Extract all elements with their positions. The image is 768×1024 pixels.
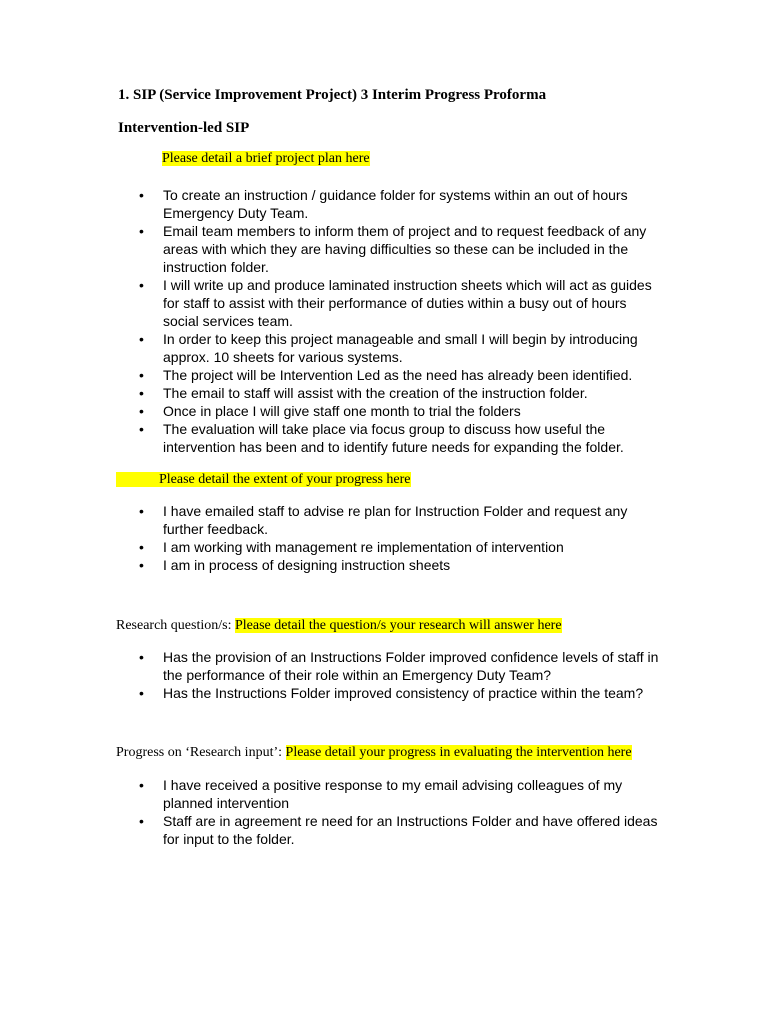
plan-prompt-highlight: Please detail a brief project plan here [162, 151, 370, 166]
bullet-icon: • [139, 385, 144, 401]
list-item-text: Has the provision of an Instructions Folder improved confidence levels of staff in the performance of their role within an Emergency Duty Team? [163, 649, 659, 683]
list-item [139, 420, 659, 456]
list-item-text: I have received a positive response to my email advising colleagues of my planned intervention [163, 777, 623, 811]
list-item-text: I will write up and produce laminated instruction sheets which will act as guides for staff to assist with their performance of duties within a busy out of hours social services team. [163, 277, 652, 329]
bullet-icon: • [139, 331, 144, 347]
research-question-label: Research question/s: [116, 618, 235, 633]
progress-prompt-highlight: Please detail the extent of your progress here [116, 472, 411, 487]
list-item-text: In order to keep this project manageable and small I will begin by introducing approx. 10 sheets for various systems. [163, 331, 638, 365]
bullet-icon: • [139, 649, 144, 665]
list-item [139, 384, 659, 402]
research-progress-prompt: Please detail your progress in evaluating the intervention here [285, 745, 632, 760]
list-item [139, 556, 659, 574]
list-item [139, 402, 659, 420]
bullet-icon: • [139, 187, 144, 203]
research-progress-line [116, 744, 632, 762]
list-item [139, 276, 659, 330]
bullet-icon: • [139, 223, 144, 239]
bullet-icon: • [139, 539, 144, 555]
list-item-text: The project will be Intervention Led as the need has already been identified. [163, 367, 633, 383]
list-item [139, 330, 659, 366]
progress-list [139, 502, 659, 574]
list-item [139, 812, 659, 848]
list-item [139, 502, 659, 538]
bullet-icon: • [139, 685, 144, 701]
bullet-icon: • [139, 367, 144, 383]
list-item-text: Staff are in agreement re need for an Instructions Folder and have offered ideas for input to the folder. [163, 813, 658, 847]
list-item-text: The evaluation will take place via focus group to discuss how useful the intervention has been and to identify future needs for expanding the folder. [163, 421, 624, 455]
page-title: 1. SIP (Service Improvement Project) 3 Interim Progress Proforma [118, 87, 547, 103]
bullet-icon: • [139, 813, 144, 829]
list-item-text: Email team members to inform them of project and to request feedback of any areas with which they are having difficulties so these can be included in the instruction folder. [163, 223, 647, 275]
list-item [139, 648, 659, 684]
list-item-text: I am working with management re implementation of intervention [163, 539, 564, 555]
plan-prompt [162, 150, 370, 168]
list-item-text: Has the Instructions Folder improved consistency of practice within the team? [163, 685, 644, 701]
bullet-icon: • [139, 503, 144, 519]
list-item-text: I have emailed staff to advise re plan for Instruction Folder and request any further feedback. [163, 503, 628, 537]
list-item [139, 684, 659, 702]
page-subtitle: Intervention-led SIP [118, 120, 250, 136]
list-item [139, 366, 659, 384]
bullet-icon: • [139, 777, 144, 793]
progress-prompt [116, 471, 411, 489]
list-item [139, 186, 659, 222]
list-item [139, 222, 659, 276]
research-progress-label: Progress on ‘Research input’: [116, 745, 286, 760]
list-item-text: The email to staff will assist with the creation of the instruction folder. [163, 385, 588, 401]
research-question-prompt: Please detail the question/s your research will answer here [234, 618, 562, 633]
research-question-list [139, 648, 659, 702]
bullet-icon: • [139, 403, 144, 419]
list-item-text: I am in process of designing instruction sheets [163, 557, 451, 573]
plan-list [139, 186, 659, 456]
research-progress-list [139, 776, 659, 848]
list-item-text: Once in place I will give staff one month to trial the folders [163, 403, 521, 419]
bullet-icon: • [139, 557, 144, 573]
bullet-icon: • [139, 421, 144, 437]
list-item-text: To create an instruction / guidance folder for systems within an out of hours Emergency Duty Team. [163, 187, 628, 221]
research-question-line [116, 617, 562, 635]
list-item [139, 776, 659, 812]
bullet-icon: • [139, 277, 144, 293]
list-item [139, 538, 659, 556]
